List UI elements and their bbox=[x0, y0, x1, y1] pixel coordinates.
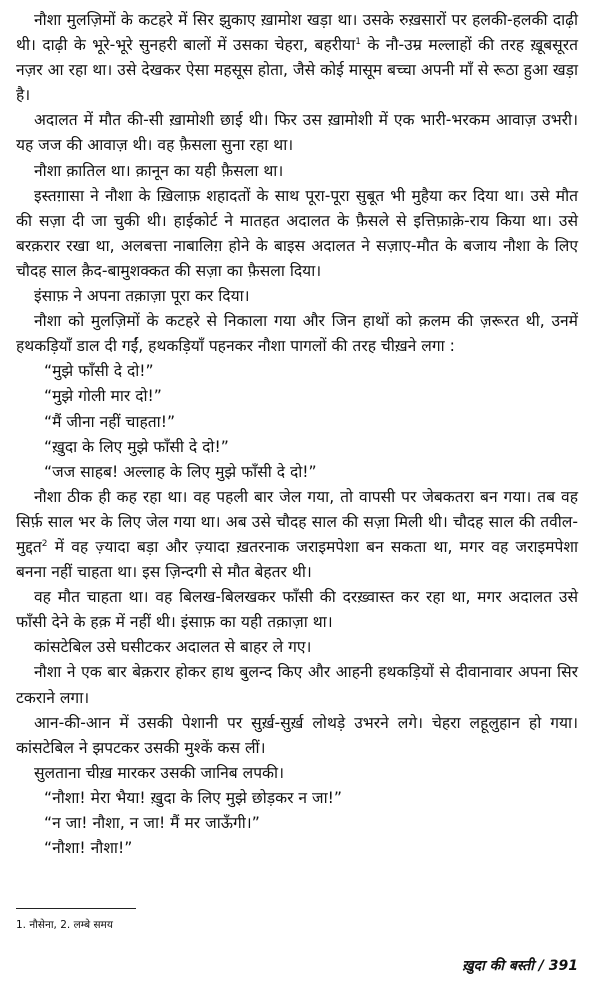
dialogue-line: “मुझे फाँसी दे दो!” bbox=[44, 362, 154, 381]
paragraph-text: के नौ-उम्र मल्लाहों की तरह ख़ूबसूरत नज़र आ रहा था। उसे देखकर ऐसा महसूस होता, जैसे कोई मासूम बच्चा अपनी माँ से रूठा हुआ खड़ा है। bbox=[16, 36, 578, 105]
paragraph: नौशा ने एक बार बेक़रार होकर हाथ बुलन्द किए और आहनी हथकड़ियों से दीवानावार अपना सिर टकराने लगा। bbox=[16, 663, 578, 707]
footnote: 1. नौसेना, 2. लम्बे समय bbox=[16, 919, 113, 931]
paragraph: इंसाफ़ ने अपना तक़ाज़ा पूरा कर दिया। bbox=[34, 287, 250, 306]
footnote-marker: 2 bbox=[41, 538, 48, 549]
dialogue-line: “मैं जीना नहीं चाहता!” bbox=[44, 412, 176, 431]
dialogue-line: “जज साहब! अल्लाह के लिए मुझे फाँसी दे दो!” bbox=[44, 462, 317, 481]
dialogue-line: “नौशा! नौशा!” bbox=[44, 839, 133, 858]
dialogue-line: “न जा! नौशा, न जा! मैं मर जाऊँगी।” bbox=[44, 814, 260, 832]
paragraph: कांसटेबिल उसे घसीटकर अदालत से बाहर ले गए। bbox=[34, 638, 312, 657]
paragraph: अदालत में मौत की-सी ख़ामोशी छाई थी। फिर उस ख़ामोशी में एक भारी-भरकम आवाज़ उभरी। यह जज की आवाज़ थी। वह फ़ैसला सुना रहा था। bbox=[16, 111, 578, 155]
paragraph-text: नौशा ठीक ही कह रहा था। वह पहली बार जेल गया, तो वापसी पर जेबकतरा बन गया। तब वह सिर्फ़ साल भर के लिए जेल गया था। अब उसे चौदह साल की सज़ा मिली थी। चौदह साल की तवील-मुद्दत bbox=[16, 487, 578, 556]
footnote-divider bbox=[16, 908, 136, 909]
dialogue-line: “मुझे गोली मार दो!” bbox=[44, 387, 162, 406]
paragraph: नौशा को मुलज़िमों के कटहरे से निकाला गया और जिन हाथों को क़लम की ज़रूरत थी, उनमें हथकड़ियाँ डाल दी गईं, हथकड़ियाँ पहनकर नौशा पागलों की तरह चीख़ने लगा : bbox=[16, 312, 578, 356]
body-text bbox=[16, 8, 578, 861]
paragraph-text: नौशा मुलज़िमों के कटहरे में सिर झुकाए ख़ामोश खड़ा था। उसके रुख़सारों पर हलकी-हलकी दाढ़ी थी। दाढ़ी के भूरे-भूरे सुनहरी बालों में उसका चेहरा, बहरीया bbox=[16, 11, 578, 55]
paragraph: इस्तग़ासा ने नौशा के ख़िलाफ़ शहादतों के साथ पूरा-पूरा सुबूत भी मुहैया कर दिया था। उसे मौत की सज़ा दी जा चुकी थी। हाईकोर्ट ने मातहत अदालत के फ़ैसले से इत्तिफ़ाक़े-राय किया था। उसे बरक़रार रखा था, अलबत्ता नाबालिग़ होने के बाइस अदालत ने सज़ाए-मौत के बजाय नौशा के लिए चौदह साल क़ैद-बामुशक्कत की सज़ा का फ़ैसला दिया। bbox=[16, 186, 578, 280]
paragraph bbox=[16, 8, 578, 108]
paragraph-text: में वह ज़्यादा बड़ा और ज़्यादा ख़तरनाक जराइमपेशा बन सकता था, मगर वह जराइमपेशा बनना नहीं चाहता था। इस ज़िन्दगी से मौत बेहतर थी। bbox=[16, 537, 578, 582]
paragraph: नौशा क़ातिल था। क़ानून का यही फ़ैसला था। bbox=[34, 161, 284, 180]
paragraph: सुलताना चीख़ मारकर उसकी जानिब लपकी। bbox=[34, 763, 284, 782]
dialogue-line: “नौशा! मेरा भैया! ख़ुदा के लिए मुझे छोड़कर न जा!” bbox=[44, 788, 342, 807]
paragraph: आन-की-आन में उसकी पेशानी पर सुर्ख़-सुर्ख़ लोथड़े उभरने लगे। चेहरा लहूलुहान हो गया। कांसटेबिल ने झपटकर उसकी मुश्कें कस लीं। bbox=[16, 713, 578, 757]
paragraph bbox=[16, 485, 578, 585]
dialogue-line: “ख़ुदा के लिए मुझे फाँसी दे दो!” bbox=[44, 437, 229, 456]
paragraph: वह मौत चाहता था। वह बिलख-बिलखकर फाँसी की दरख़्वास्त कर रहा था, मगर अदालत उसे फाँसी देने के हक़ में नहीं थी। इंसाफ़ का यही तक़ाज़ा था। bbox=[16, 588, 578, 632]
page-folio: ख़ुदा की बस्ती / 391 bbox=[462, 958, 578, 974]
footnote-marker: 1 bbox=[355, 36, 361, 47]
